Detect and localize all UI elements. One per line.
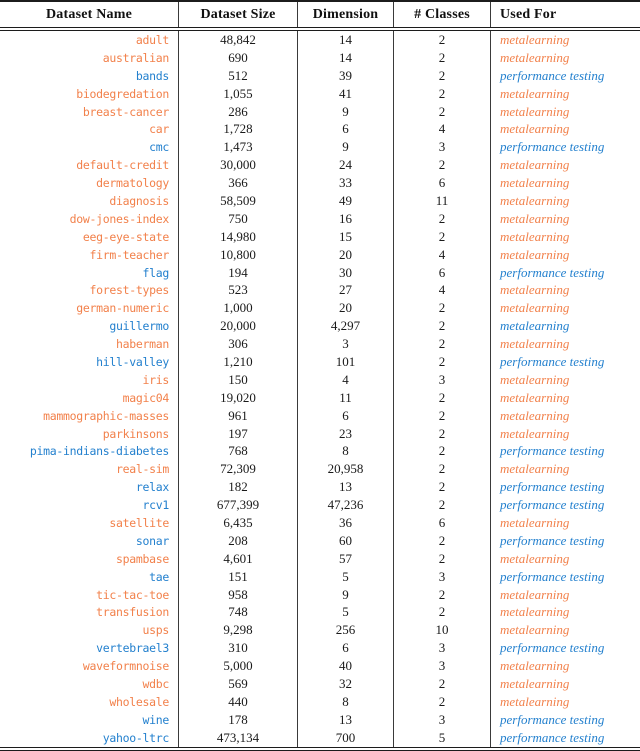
used-for-cell: metalearning: [490, 550, 640, 568]
dimension-cell: 20: [297, 246, 393, 264]
used-for-cell: metalearning: [490, 228, 640, 246]
used-for-cell: metalearning: [490, 335, 640, 353]
dimension-cell: 41: [297, 85, 393, 103]
used-for-cell: metalearning: [490, 174, 640, 192]
dimension-cell: 49: [297, 192, 393, 210]
dataset-size-cell: 30,000: [178, 156, 297, 174]
used-for-cell: metalearning: [490, 317, 640, 335]
dataset-name-cell: default-credit: [76, 158, 169, 173]
dimension-cell: 11: [297, 389, 393, 407]
table-row: [0, 85, 640, 103]
dataset-size-cell: 197: [178, 425, 297, 443]
dimension-cell: 24: [297, 156, 393, 174]
dataset-name-cell: satellite: [109, 515, 169, 530]
num-classes-cell: 2: [393, 460, 490, 478]
dimension-cell: 9: [297, 138, 393, 156]
table-row: [0, 371, 640, 389]
dataset-size-cell: 5,000: [178, 657, 297, 675]
dataset-size-cell: 10,800: [178, 246, 297, 264]
num-classes-cell: 3: [393, 138, 490, 156]
table-row: [0, 299, 640, 317]
dimension-cell: 8: [297, 693, 393, 711]
dimension-cell: 9: [297, 586, 393, 604]
dataset-name-cell: magic04: [122, 390, 169, 405]
dataset-size-cell: 569: [178, 675, 297, 693]
num-classes-cell: 2: [393, 31, 490, 49]
table-row: [0, 67, 640, 85]
dataset-size-cell: 178: [178, 711, 297, 729]
table-row: [0, 103, 640, 121]
dimension-cell: 6: [297, 120, 393, 138]
table-row: [0, 550, 640, 568]
col-header-dataset-name: Dataset Name: [46, 6, 132, 22]
num-classes-cell: 2: [393, 299, 490, 317]
table-row: [0, 639, 640, 657]
num-classes-cell: 10: [393, 621, 490, 639]
dataset-size-cell: 748: [178, 604, 297, 622]
dataset-name-cell: vertebrael3: [96, 641, 169, 656]
table-row: [0, 711, 640, 729]
num-classes-cell: 2: [393, 532, 490, 550]
num-classes-cell: 2: [393, 604, 490, 622]
table-row: [0, 192, 640, 210]
used-for-cell: metalearning: [490, 299, 640, 317]
dataset-size-cell: 6,435: [178, 514, 297, 532]
dimension-cell: 27: [297, 281, 393, 299]
num-classes-cell: 2: [393, 389, 490, 407]
dataset-name-cell: german-numeric: [76, 301, 169, 316]
dataset-size-cell: 151: [178, 568, 297, 586]
dataset-size-cell: 768: [178, 442, 297, 460]
dataset-name-cell: bands: [135, 68, 169, 83]
used-for-cell: performance testing: [490, 138, 640, 156]
dataset-size-cell: 1,210: [178, 353, 297, 371]
num-classes-cell: 2: [393, 550, 490, 568]
used-for-cell: metalearning: [490, 49, 640, 67]
table-row: [0, 657, 640, 675]
num-classes-cell: 2: [393, 49, 490, 67]
num-classes-cell: 2: [393, 442, 490, 460]
num-classes-cell: 2: [393, 675, 490, 693]
num-classes-cell: 2: [393, 496, 490, 514]
num-classes-cell: 2: [393, 353, 490, 371]
dimension-cell: 256: [297, 621, 393, 639]
dataset-name-cell: sonar: [135, 533, 169, 548]
dataset-name-cell: guillermo: [109, 319, 169, 334]
col-header-used-for: Used For: [490, 2, 640, 27]
dataset-size-cell: 366: [178, 174, 297, 192]
dataset-name-cell: mammographic-masses: [43, 408, 169, 423]
used-for-cell: performance testing: [490, 67, 640, 85]
dimension-cell: 33: [297, 174, 393, 192]
table-row: [0, 675, 640, 693]
num-classes-cell: 3: [393, 371, 490, 389]
dataset-name-cell: waveformnoise: [82, 659, 169, 674]
used-for-cell: metalearning: [490, 693, 640, 711]
dimension-cell: 13: [297, 711, 393, 729]
dimension-cell: 6: [297, 639, 393, 657]
used-for-cell: metalearning: [490, 103, 640, 121]
dimension-cell: 39: [297, 67, 393, 85]
used-for-cell: metalearning: [490, 371, 640, 389]
used-for-cell: metalearning: [490, 460, 640, 478]
table-row: [0, 693, 640, 711]
dimension-cell: 57: [297, 550, 393, 568]
dataset-name-cell: wdbc: [142, 677, 169, 691]
table-row: [0, 317, 640, 335]
dataset-size-cell: 512: [178, 67, 297, 85]
num-classes-cell: 2: [393, 586, 490, 604]
table-row: [0, 425, 640, 443]
table-row: [0, 621, 640, 639]
num-classes-cell: 6: [393, 174, 490, 192]
dataset-name-cell: dermatology: [96, 176, 169, 191]
table-row: [0, 156, 640, 174]
dataset-name-cell: adult: [135, 32, 169, 47]
num-classes-cell: 2: [393, 228, 490, 246]
dimension-cell: 13: [297, 478, 393, 496]
num-classes-cell: 2: [393, 478, 490, 496]
used-for-cell: metalearning: [490, 407, 640, 425]
num-classes-cell: 3: [393, 639, 490, 657]
num-classes-cell: 11: [393, 192, 490, 210]
dataset-size-cell: 473,134: [178, 729, 297, 747]
used-for-cell: metalearning: [490, 657, 640, 675]
dimension-cell: 3: [297, 335, 393, 353]
dimension-cell: 32: [297, 675, 393, 693]
dataset-size-cell: 1,000: [178, 299, 297, 317]
dataset-size-cell: 750: [178, 210, 297, 228]
used-for-cell: performance testing: [490, 639, 640, 657]
used-for-cell: performance testing: [490, 442, 640, 460]
col-header-dimension: Dimension: [297, 2, 393, 27]
table-row: [0, 353, 640, 371]
used-for-cell: performance testing: [490, 478, 640, 496]
table-body: [0, 31, 640, 747]
dimension-cell: 16: [297, 210, 393, 228]
used-for-cell: performance testing: [490, 353, 640, 371]
dimension-cell: 47,236: [297, 496, 393, 514]
dataset-name-cell: tic-tac-toe: [96, 587, 169, 602]
table-row: [0, 264, 640, 282]
dimension-cell: 6: [297, 407, 393, 425]
table-row: [0, 281, 640, 299]
num-classes-cell: 2: [393, 85, 490, 103]
dataset-size-cell: 19,020: [178, 389, 297, 407]
dataset-size-cell: 1,055: [178, 85, 297, 103]
dataset-size-cell: 310: [178, 639, 297, 657]
used-for-cell: metalearning: [490, 586, 640, 604]
dimension-cell: 15: [297, 228, 393, 246]
dimension-cell: 9: [297, 103, 393, 121]
num-classes-cell: 4: [393, 246, 490, 264]
used-for-cell: performance testing: [490, 264, 640, 282]
num-classes-cell: 3: [393, 568, 490, 586]
dataset-name-cell: rcv1: [142, 498, 169, 513]
num-classes-cell: 2: [393, 335, 490, 353]
used-for-cell: metalearning: [490, 156, 640, 174]
dataset-name-cell: relax: [135, 480, 169, 495]
table-row: [0, 514, 640, 532]
table-row: [0, 729, 640, 747]
used-for-cell: metalearning: [490, 389, 640, 407]
dataset-name-cell: forest-types: [89, 283, 169, 298]
used-for-cell: performance testing: [490, 711, 640, 729]
used-for-cell: metalearning: [490, 281, 640, 299]
col-header-dataset-size: Dataset Size: [178, 2, 297, 27]
table-row: [0, 210, 640, 228]
dataset-name-cell: haberman: [116, 337, 169, 352]
dataset-name-cell: car: [149, 122, 169, 137]
table-row: [0, 442, 640, 460]
dataset-name-cell: real-sim: [116, 462, 169, 477]
table-row: [0, 120, 640, 138]
dataset-name-cell: hill-valley: [96, 354, 169, 369]
dataset-name-cell: spambase: [116, 551, 169, 566]
table-row: [0, 407, 640, 425]
dimension-cell: 23: [297, 425, 393, 443]
dimension-cell: 4: [297, 371, 393, 389]
table-row: [0, 138, 640, 156]
dataset-name-cell: flag: [142, 265, 169, 280]
dataset-size-cell: 194: [178, 264, 297, 282]
used-for-cell: metalearning: [490, 85, 640, 103]
dataset-name-cell: biodegredation: [76, 86, 169, 101]
dimension-cell: 101: [297, 353, 393, 371]
dimension-cell: 60: [297, 532, 393, 550]
table-row: [0, 246, 640, 264]
used-for-cell: metalearning: [490, 425, 640, 443]
dataset-size-cell: 286: [178, 103, 297, 121]
used-for-cell: metalearning: [490, 246, 640, 264]
dataset-name-cell: transfusion: [96, 605, 169, 620]
dataset-size-cell: 523: [178, 281, 297, 299]
table-row: [0, 389, 640, 407]
used-for-cell: performance testing: [490, 532, 640, 550]
num-classes-cell: 2: [393, 67, 490, 85]
dataset-size-cell: 58,509: [178, 192, 297, 210]
num-classes-cell: 2: [393, 693, 490, 711]
dataset-size-cell: 677,399: [178, 496, 297, 514]
dataset-name-cell: eeg-eye-state: [82, 229, 169, 244]
dimension-cell: 40: [297, 657, 393, 675]
dimension-cell: 14: [297, 49, 393, 67]
dataset-name-cell: usps: [142, 623, 169, 638]
table-row: [0, 335, 640, 353]
num-classes-cell: 2: [393, 210, 490, 228]
dimension-cell: 5: [297, 604, 393, 622]
dataset-name-cell: wine: [142, 712, 169, 727]
dimension-cell: 5: [297, 568, 393, 586]
table-row: [0, 174, 640, 192]
dataset-name-cell: firm-teacher: [89, 247, 169, 262]
used-for-cell: performance testing: [490, 729, 640, 747]
num-classes-cell: 2: [393, 407, 490, 425]
num-classes-cell: 2: [393, 317, 490, 335]
dataset-size-cell: 208: [178, 532, 297, 550]
num-classes-cell: 3: [393, 657, 490, 675]
dataset-name-cell: iris: [142, 372, 169, 387]
dataset-size-cell: 4,601: [178, 550, 297, 568]
table-row: [0, 49, 640, 67]
dataset-name-cell: pima-indians-diabetes: [29, 444, 169, 459]
num-classes-cell: 2: [393, 425, 490, 443]
table-row: [0, 478, 640, 496]
dataset-size-cell: 690: [178, 49, 297, 67]
num-classes-cell: 2: [393, 103, 490, 121]
dataset-name-cell: diagnosis: [109, 193, 169, 208]
dimension-cell: 700: [297, 729, 393, 747]
num-classes-cell: 4: [393, 120, 490, 138]
table-row: [0, 604, 640, 622]
used-for-cell: metalearning: [490, 514, 640, 532]
used-for-cell: performance testing: [490, 496, 640, 514]
dataset-name-cell: tae: [149, 569, 169, 584]
dataset-name-cell: yahoo-ltrc: [102, 730, 169, 745]
dataset-size-cell: 72,309: [178, 460, 297, 478]
used-for-cell: metalearning: [490, 120, 640, 138]
dataset-size-cell: 182: [178, 478, 297, 496]
dataset-size-cell: 9,298: [178, 621, 297, 639]
table-row: [0, 460, 640, 478]
dimension-cell: 20,958: [297, 460, 393, 478]
num-classes-cell: 6: [393, 264, 490, 282]
dataset-name-cell: parkinsons: [102, 426, 169, 441]
used-for-cell: metalearning: [490, 604, 640, 622]
dimension-cell: 8: [297, 442, 393, 460]
dimension-cell: 20: [297, 299, 393, 317]
dimension-cell: 30: [297, 264, 393, 282]
dataset-size-cell: 306: [178, 335, 297, 353]
used-for-cell: performance testing: [490, 568, 640, 586]
used-for-cell: metalearning: [490, 210, 640, 228]
used-for-cell: metalearning: [490, 621, 640, 639]
dataset-size-cell: 48,842: [178, 31, 297, 49]
num-classes-cell: 6: [393, 514, 490, 532]
num-classes-cell: 3: [393, 711, 490, 729]
used-for-cell: metalearning: [490, 675, 640, 693]
dimension-cell: 36: [297, 514, 393, 532]
dataset-name-cell: australian: [102, 50, 169, 65]
dataset-size-cell: 150: [178, 371, 297, 389]
table-header-row: [0, 2, 640, 31]
dataset-name-cell: wholesale: [109, 694, 169, 709]
table-row: [0, 496, 640, 514]
used-for-cell: metalearning: [490, 31, 640, 49]
num-classes-cell: 4: [393, 281, 490, 299]
table-row: [0, 228, 640, 246]
dataset-name-cell: breast-cancer: [82, 104, 169, 119]
dimension-cell: 14: [297, 31, 393, 49]
dataset-size-cell: 440: [178, 693, 297, 711]
dataset-size-cell: 961: [178, 407, 297, 425]
col-header-num-classes: # Classes: [393, 2, 490, 27]
num-classes-cell: 2: [393, 156, 490, 174]
dataset-size-cell: 1,728: [178, 120, 297, 138]
dataset-size-cell: 14,980: [178, 228, 297, 246]
dataset-size-cell: 20,000: [178, 317, 297, 335]
table-row: [0, 568, 640, 586]
dataset-name-cell: dow-jones-index: [69, 211, 169, 226]
dataset-size-cell: 958: [178, 586, 297, 604]
table-row: [0, 586, 640, 604]
dataset-name-cell: cmc: [149, 140, 169, 155]
dataset-size-cell: 1,473: [178, 138, 297, 156]
dimension-cell: 4,297: [297, 317, 393, 335]
used-for-cell: metalearning: [490, 192, 640, 210]
table-row: [0, 532, 640, 550]
num-classes-cell: 5: [393, 729, 490, 747]
table-row: [0, 31, 640, 49]
